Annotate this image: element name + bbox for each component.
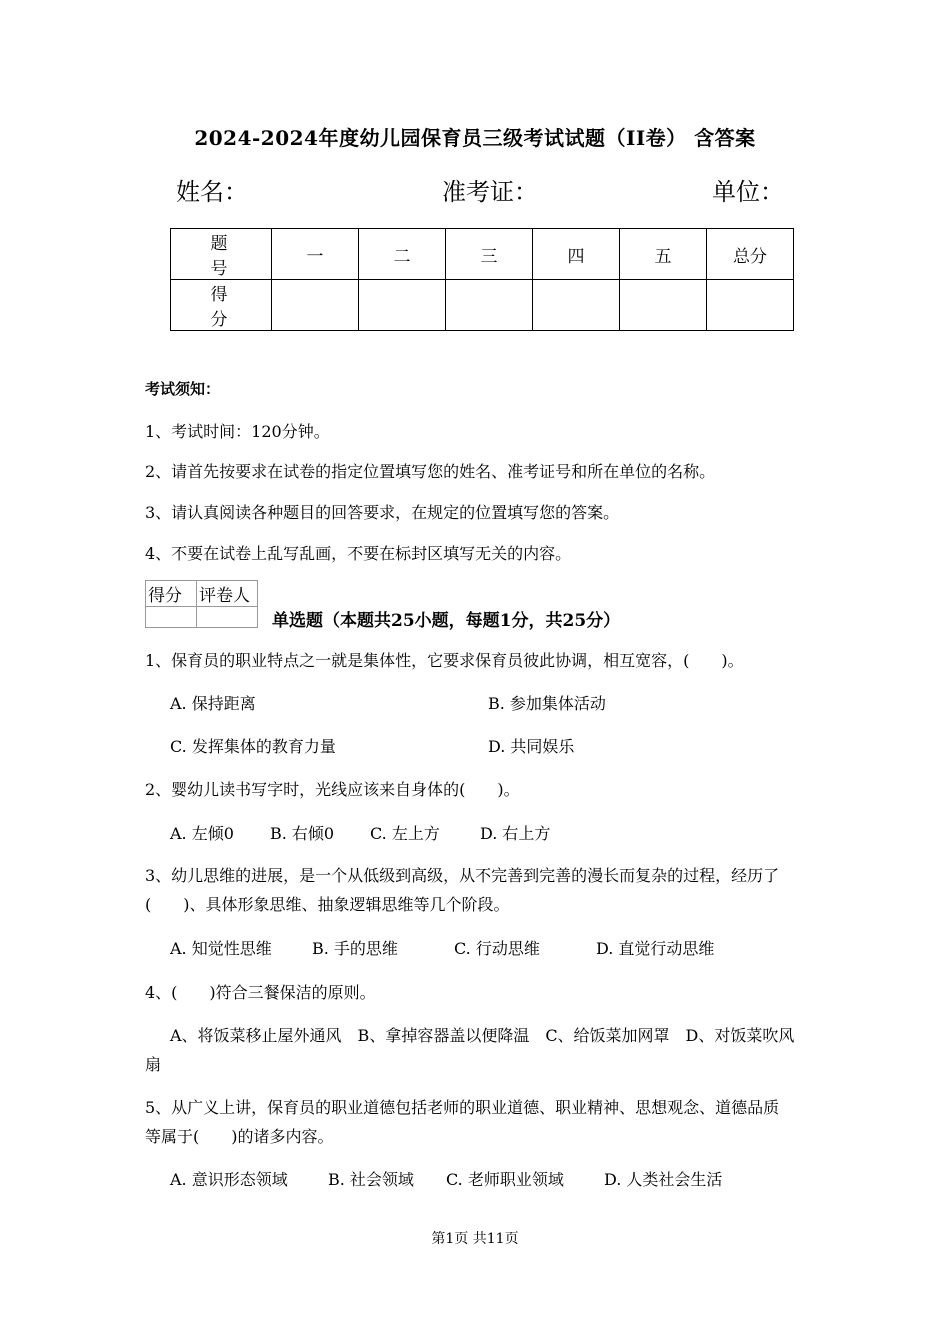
option: D. 右上方 xyxy=(480,824,551,843)
score-blank xyxy=(707,280,794,331)
page-footer: 第1页 共11页 xyxy=(431,1231,519,1247)
question-stem: 1、保育员的职业特点之一就是集体性，它要求保育员彼此协调，相互宽容，( )。 xyxy=(145,651,744,670)
notice-item: 4、不要在试卷上乱写乱画，不要在标封区填写无关的内容。 xyxy=(145,544,572,563)
grader-reviewer-blank xyxy=(197,607,258,628)
option: C. 发挥集体的教育力量 xyxy=(170,737,336,756)
option-line-cont: 扇 xyxy=(145,1055,162,1074)
option: C. 行动思维 xyxy=(454,939,540,958)
score-table-header-row xyxy=(171,229,794,280)
grader-score-blank xyxy=(146,607,197,628)
score-blank xyxy=(359,280,446,331)
question-stem-cont: 等属于( )的诸多内容。 xyxy=(145,1127,334,1146)
score-table-score-row xyxy=(171,280,794,331)
score-blank xyxy=(620,280,707,331)
option: C. 左上方 xyxy=(370,824,440,843)
exam-id-label: 准考证： xyxy=(442,178,538,206)
section-title: 单选题（本题共25小题，每题1分，共25分） xyxy=(272,611,621,631)
grader-reviewer-label: 评卷人 xyxy=(197,581,258,607)
notice-item: 1、考试时间：120分钟。 xyxy=(145,422,330,441)
option: D. 共同娱乐 xyxy=(488,737,575,756)
score-cell-4: 四 xyxy=(533,229,620,280)
option: B. 社会领域 xyxy=(328,1170,414,1189)
question-stem-cont: ( )、具体形象思维、抽象逻辑思维等几个阶段。 xyxy=(145,895,510,914)
score-cell-5: 五 xyxy=(620,229,707,280)
score-cell-total: 总分 xyxy=(707,229,794,280)
option: A. 保持距离 xyxy=(170,694,256,713)
question-stem: 3、幼儿思维的进展，是一个从低级到高级，从不完善到完善的漫长而复杂的过程，经历了 xyxy=(145,866,780,885)
score-table xyxy=(170,228,794,331)
option: A. 知觉性思维 xyxy=(170,939,272,958)
page-title: 2024-2024年度幼儿园保育员三级考试试题（II卷） 含答案 xyxy=(194,126,756,150)
score-blank xyxy=(446,280,533,331)
name-label: 姓名： xyxy=(176,178,248,206)
grader-score-label: 得分 xyxy=(146,581,197,607)
option: D. 人类社会生活 xyxy=(604,1170,723,1189)
option: A. 意识形态领域 xyxy=(170,1170,288,1189)
score-blank xyxy=(533,280,620,331)
score-row-label: 得 分 xyxy=(171,280,272,331)
grader-table xyxy=(145,580,258,628)
score-blank xyxy=(272,280,359,331)
notice-title: 考试须知： xyxy=(145,380,221,398)
option: C. 老师职业领域 xyxy=(446,1170,564,1189)
option: B. 参加集体活动 xyxy=(488,694,606,713)
option: B. 手的思维 xyxy=(312,939,398,958)
score-cell-label: 题 号 xyxy=(171,229,272,280)
question-stem: 2、婴幼儿读书写字时，光线应该来自身体的( )。 xyxy=(145,780,520,799)
question-stem: 4、( )符合三餐保洁的原则。 xyxy=(145,983,376,1002)
notice-item: 3、请认真阅读各种题目的回答要求，在规定的位置填写您的答案。 xyxy=(145,503,620,522)
option-line: A、将饭菜移止屋外通风 B、拿掉容器盖以便降温 C、给饭菜加网罩 D、对饭菜吹风 xyxy=(170,1026,795,1045)
score-cell-1: 一 xyxy=(272,229,359,280)
question-stem: 5、从广义上讲，保育员的职业道德包括老师的职业道德、职业精神、思想观念、道德品质 xyxy=(145,1098,780,1117)
option: D. 直觉行动思维 xyxy=(596,939,715,958)
score-cell-3: 三 xyxy=(446,229,533,280)
option: A. 左倾0 xyxy=(170,824,234,843)
score-cell-2: 二 xyxy=(359,229,446,280)
unit-label: 单位： xyxy=(712,178,784,206)
option: B. 右倾0 xyxy=(270,824,335,843)
notice-item: 2、请首先按要求在试卷的指定位置填写您的姓名、准考证号和所在单位的名称。 xyxy=(145,462,716,481)
